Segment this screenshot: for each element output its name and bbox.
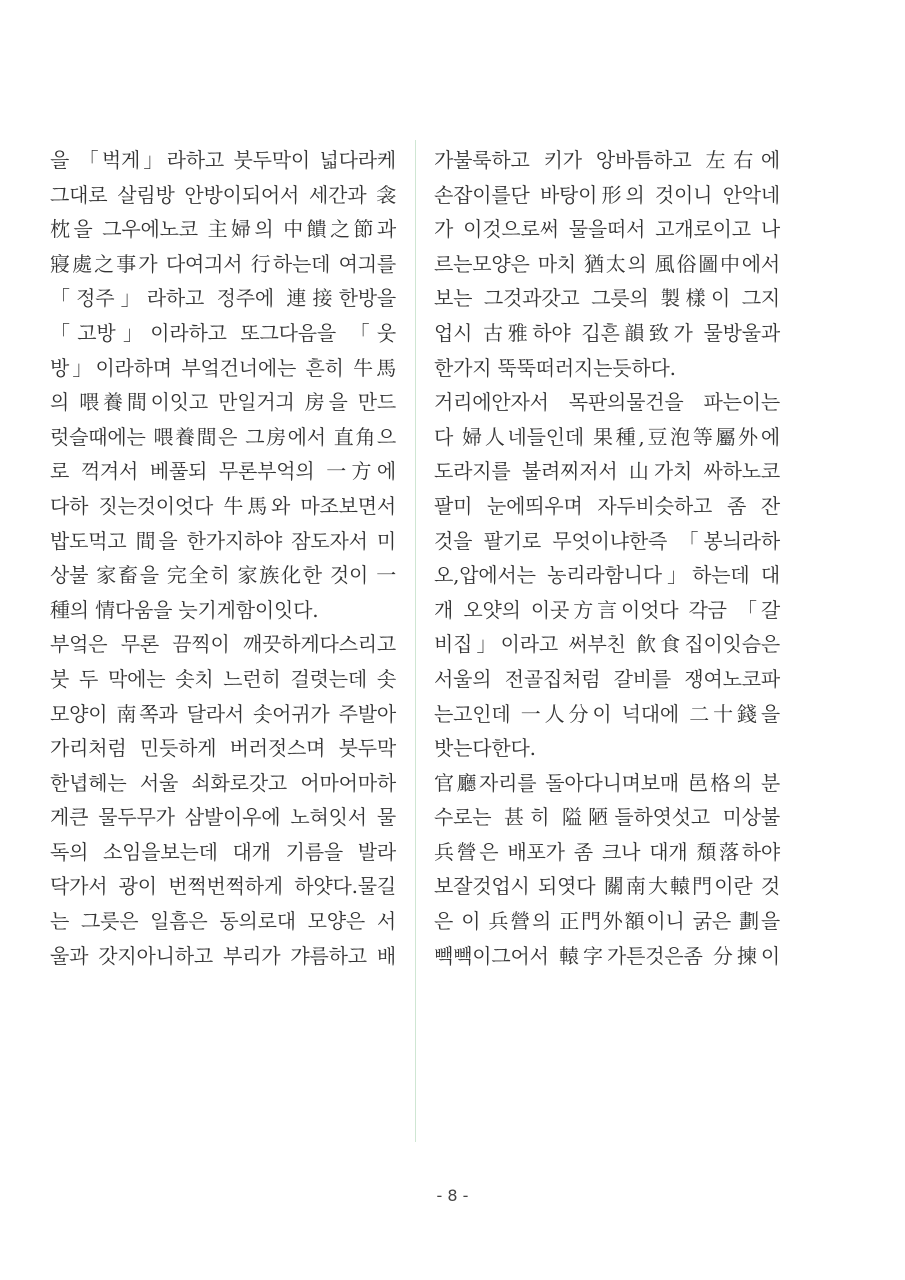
text-line: 비집」이라고 써부친 飮食집이잇슴은 xyxy=(434,632,780,657)
text-line: 독의 소임을보는데 대개 기름을 발라 xyxy=(50,839,396,864)
text-line: 서울의 전골집처럼 갈비를 쟁여노코파 xyxy=(434,666,780,691)
text-line: 손잡이를단 바탕이形의 것이니 안악네 xyxy=(434,182,780,207)
text-line: 닥가서 광이 번쩍번쩍하게 하얏다.물길 xyxy=(50,874,396,899)
text-line: 럿슬때에는 喂養間은 그房에서 直角으 xyxy=(50,424,396,449)
left-column xyxy=(50,143,396,973)
text-line: 개 오얏의 이곳方言이엇다 각금 「갈 xyxy=(434,597,780,622)
text-line: 밥도먹고 間을 한가지하야 잠도자서 미 xyxy=(50,528,396,553)
right-column xyxy=(434,143,780,973)
text-line: 보잘것업시 되엿다 關南大轅門이란 것 xyxy=(434,874,780,899)
text-line: 울과 갓지아니하고 부리가 갸름하고 배 xyxy=(50,943,396,968)
text-line: 업시 古雅하야 깁흔韻致가 물방울과 xyxy=(434,320,780,345)
text-line: 枕을 그우에노코 主婦의 中饋之節과 xyxy=(50,217,396,242)
text-line: 가 이것으로써 물을떠서 고개로이고 나 xyxy=(434,217,780,242)
text-line: 을 「벅게」라하고 붓두막이 넓다라케 xyxy=(50,148,396,172)
column-divider xyxy=(415,140,416,1142)
text-line: 르는모양은 마치 猶太의 風俗圖中에서 xyxy=(434,251,780,276)
text-line: 한녑헤는 서울 쇠화로갓고 어마어마하 xyxy=(50,770,396,795)
text-line: 모양이 南쪽과 달라서 솟어귀가 주발아 xyxy=(50,701,396,726)
text-line: 는고인데 一人分이 넉대에 二十錢을 xyxy=(434,701,780,726)
text-line: 게큰 물두무가 삼발이우에 노혀잇서 물 xyxy=(50,805,396,830)
text-line: 밧는다한다. xyxy=(434,736,536,761)
text-line: 수로는 甚히 隘陋들하엿섯고 미상불 xyxy=(434,805,780,830)
text-line: 팔미 눈에띄우며 자두비슷하고 좀 잔 xyxy=(434,493,780,518)
text-line: 한가지 뚝뚝떠러지는듯하다. xyxy=(434,355,676,380)
text-line: 가리처럼 민듯하게 버러젓스며 붓두막 xyxy=(50,736,396,761)
text-line: 은 이 兵營의 正門外額이니 굵은 劃을 xyxy=(434,909,780,934)
page-number: - 8 - xyxy=(436,1186,469,1205)
text-line: 「고방」이라하고 또그다음을 「웃 xyxy=(50,320,396,345)
text-line: 보는 그것과갓고 그릇의 製樣이 그지 xyxy=(434,286,780,311)
text-line: 오,압에서는 농리라함니다」하는데 대 xyxy=(434,563,780,588)
text-line: 그대로 살림방 안방이되어서 세간과 衾 xyxy=(50,182,396,207)
text-line: 寢處之事가 다여긔서 行하는데 여긔를 xyxy=(50,251,396,276)
text-line: 로 꺽겨서 베풀되 무론부억의 一方에 xyxy=(50,459,396,484)
text-line: 다하 짓는것이엇다 牛馬와 마조보면서 xyxy=(50,493,396,518)
text-line: 가불룩하고 키가 앙바틈하고 左右에 xyxy=(434,148,780,172)
text-line: 다 婦人네들인데 果種,豆泡等屬外에 xyxy=(434,424,780,449)
text-line: 兵營은 배포가 좀 크나 대개 頹落하야 xyxy=(434,839,780,864)
text-line: 「정주」라하고 정주에 連接한방을 xyxy=(50,286,396,311)
text-line: 것을 팔기로 무엇이냐한즉 「봉늬라하 xyxy=(434,528,780,553)
text-line: 거리에안자서 목판의물건을 파는이는 xyxy=(434,390,780,415)
text-line: 붓 두 막에는 솟치 느런히 걸렷는데 솟 xyxy=(50,666,396,691)
text-line: 방」이라하며 부엌건너에는 흔히 牛馬 xyxy=(50,355,396,380)
text-line: 부엌은 무론 끔찍이 깨끗하게다스리고 xyxy=(50,632,396,657)
text-line: 種의 情다움을 늣기게함이잇다. xyxy=(50,597,319,622)
text-line: 官廳자리를 돌아다니며보매 邑格의 분 xyxy=(434,770,780,795)
text-line: 상불 家畜을 完全히 家族化한 것이 一 xyxy=(50,563,396,588)
text-line: 빽빽이그어서 轅字가튼것은좀 分揀이 xyxy=(434,943,780,968)
text-line: 도라지를 불려찌저서 山가치 싸하노코 xyxy=(434,459,780,484)
text-line: 는 그릇은 일흠은 동의로대 모양은 서 xyxy=(50,909,396,934)
text-line: 의 喂養間이잇고 만일거긔 房을 만드 xyxy=(50,390,396,415)
